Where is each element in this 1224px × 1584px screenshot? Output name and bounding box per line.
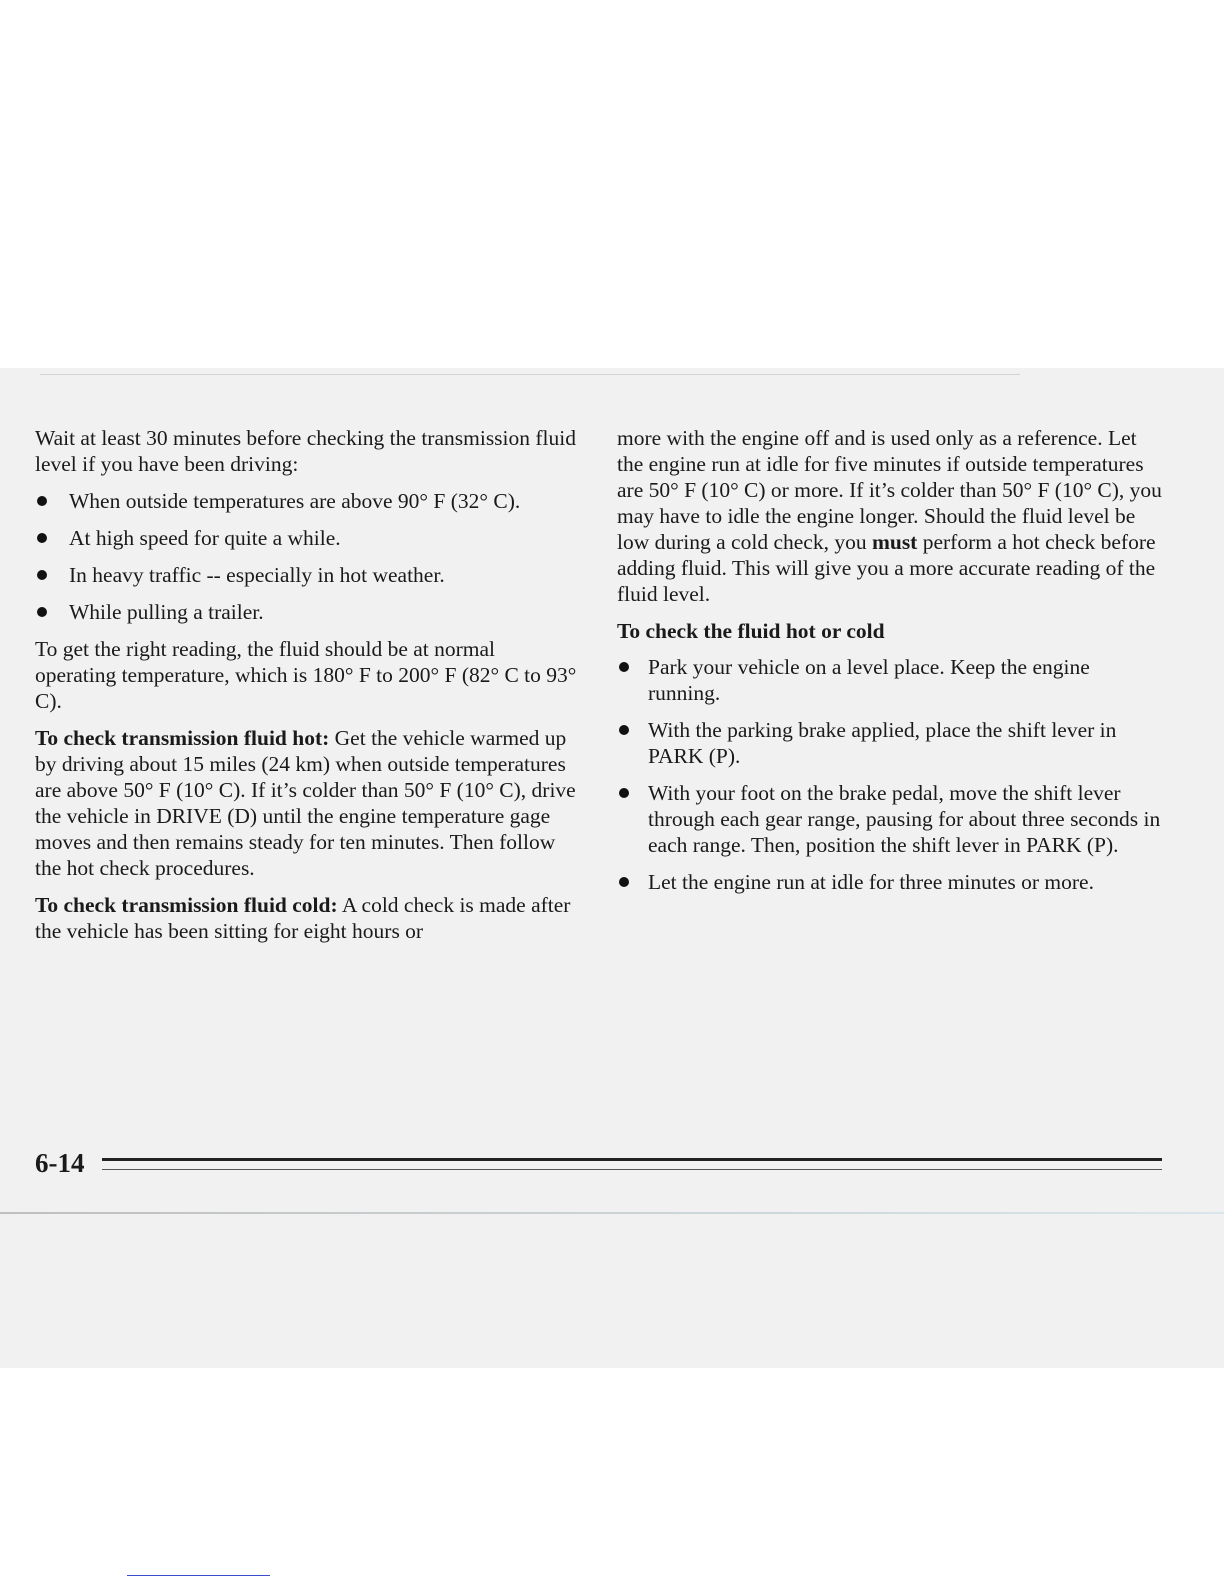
intro-paragraph: Wait at least 30 minutes before checking the transmission fluid level if you have been driving: (35, 426, 577, 476)
bullet-icon (37, 496, 47, 506)
list-item: At high speed for quite a while. (35, 525, 580, 551)
check-steps-list (617, 654, 1162, 895)
cold-check-heading: To check transmission fluid cold: (35, 893, 338, 917)
list-item: When outside temperatures are above 90° F (32° C). (35, 488, 580, 514)
footer-rule-thin (102, 1169, 1162, 1170)
top-divider (40, 374, 1020, 375)
bullet-icon (619, 725, 629, 735)
bullet-icon (37, 570, 47, 580)
list-item: With the parking brake applied, place the shift lever in PARK (P). (617, 717, 1162, 769)
list-item: Let the engine run at idle for three minutes or more. (617, 869, 1162, 895)
list-item: In heavy traffic -- especially in hot weather. (35, 562, 580, 588)
cold-check-paragraph: To check transmission fluid cold: A cold check is made after the vehicle has been sitting for eight hours or (35, 893, 571, 943)
continuation-paragraph: more with the engine off and is used only as a reference. Let the engine run at idle for five minutes if outside temperatures are 50° F (10° C) or more. If it’s colder than 50° F (10° C), you may have to idle the engine longer. Should the fluid level be low during a cold check, you must perform a hot check before adding fluid. This will give you a more accurate reading of the fluid level. (617, 426, 1162, 606)
normal-temperature-paragraph: To get the right reading, the fluid should be at normal operating temperature, which is 180° F to 200° F (82° C to 93° C). (35, 637, 577, 713)
right-column (617, 425, 1162, 906)
bullet-icon (37, 533, 47, 543)
scan-mark (127, 1575, 270, 1576)
hot-check-paragraph: To check transmission fluid hot: Get the vehicle warmed up by driving about 15 miles (24 km) when outside temperatures are above 50° F (10° C). If it’s colder than 50° F (10° C), drive the vehicle in DRIVE (D) until the engine temperature gage moves and then remains steady for ten minutes. Then follow the hot check procedures. (35, 726, 576, 880)
list-item: Park your vehicle on a level place. Keep the engine running. (617, 654, 1162, 706)
driving-conditions-list (35, 488, 580, 625)
section-subheading: To check the fluid hot or cold (617, 619, 885, 643)
hot-check-heading: To check transmission fluid hot: (35, 726, 330, 750)
bullet-icon (37, 607, 47, 617)
list-item: With your foot on the brake pedal, move the shift lever through each gear range, pausing for about three seconds in each range. Then, position the shift lever in PARK (P). (617, 780, 1162, 858)
list-item: While pulling a trailer. (35, 599, 580, 625)
bottom-divider (0, 1212, 1224, 1214)
page-number: 6-14 (35, 1148, 85, 1178)
bullet-icon (619, 788, 629, 798)
bullet-icon (619, 662, 629, 672)
footer-rule (102, 1158, 1162, 1161)
left-column (35, 425, 580, 955)
bullet-icon (619, 877, 629, 887)
